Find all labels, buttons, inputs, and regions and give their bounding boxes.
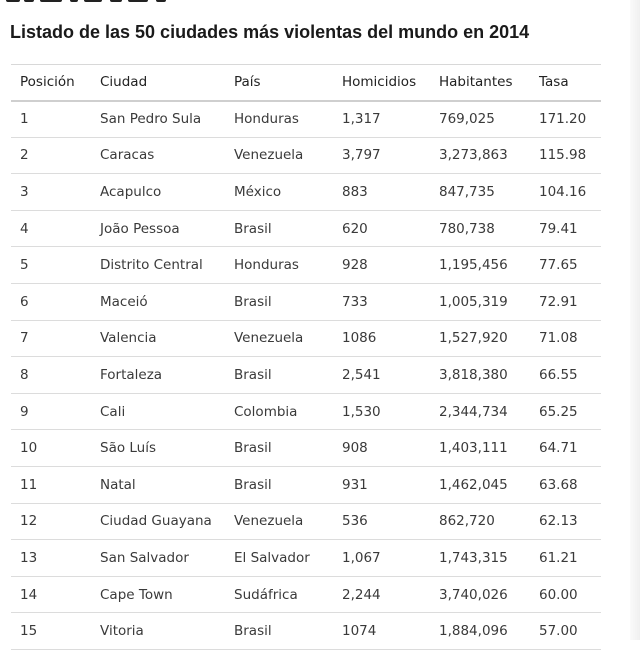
cell-homicides: 928: [342, 257, 368, 274]
cell-inhabitants: 1,743,315: [439, 549, 508, 566]
table-row: [11, 137, 601, 174]
cell-inhabitants: 3,740,026: [439, 586, 508, 603]
header-rate: Tasa: [530, 65, 601, 101]
cell-country: México: [234, 183, 282, 200]
cell-country: Brasil: [234, 366, 272, 383]
cell-homicides: 1,067: [342, 549, 381, 566]
table-row: [11, 283, 601, 320]
header-city: Ciudad: [91, 65, 225, 101]
cell-country: El Salvador: [234, 549, 310, 566]
cell-position: 14: [20, 586, 38, 603]
cell-homicides: 1,530: [342, 403, 381, 420]
cell-inhabitants: 847,735: [439, 183, 495, 200]
cell-city: Acapulco: [100, 183, 162, 200]
table-row: [11, 430, 601, 467]
cell-homicides: 1086: [342, 330, 377, 347]
table-row: [11, 466, 601, 503]
header-country: País: [225, 65, 333, 101]
cell-position: 7: [20, 330, 29, 347]
cell-city: Natal: [100, 476, 136, 493]
cell-city: João Pessoa: [100, 220, 180, 237]
cell-position: 10: [20, 440, 38, 457]
cell-inhabitants: 1,005,319: [439, 293, 508, 310]
cell-rate: 64.71: [539, 440, 578, 457]
cell-homicides: 620: [342, 220, 368, 237]
cell-inhabitants: 2,344,734: [439, 403, 508, 420]
cell-rate: 104.16: [539, 183, 587, 200]
cell-city: San Pedro Sula: [100, 111, 202, 128]
cell-city: Distrito Central: [100, 257, 203, 274]
cell-position: 3: [20, 183, 29, 200]
cell-inhabitants: 1,403,111: [439, 440, 508, 457]
cell-country: Venezuela: [234, 330, 304, 347]
cell-inhabitants: 1,462,045: [439, 476, 508, 493]
cell-city: Valencia: [100, 330, 157, 347]
header-position: Posición: [11, 65, 91, 101]
table-row: [11, 210, 601, 247]
cell-inhabitants: 1,195,456: [439, 257, 508, 274]
table-row: [11, 357, 601, 394]
cell-rate: 60.00: [539, 586, 578, 603]
cell-homicides: 3,797: [342, 147, 381, 164]
page-title: Listado de las 50 ciudades más violentas del mundo en 2014: [10, 22, 530, 42]
cell-country: Brasil: [234, 623, 272, 640]
cell-inhabitants: 1,527,920: [439, 330, 508, 347]
cell-position: 12: [20, 513, 38, 530]
cell-city: Caracas: [100, 147, 155, 164]
cell-position: 11: [20, 476, 38, 493]
cell-country: Brasil: [234, 220, 272, 237]
cell-rate: 61.21: [539, 549, 578, 566]
table-row: [11, 101, 601, 138]
cell-homicides: 536: [342, 513, 368, 530]
cell-position: 8: [20, 366, 29, 383]
header-row: [11, 65, 601, 101]
cell-country: Honduras: [234, 111, 299, 128]
table-row: [11, 576, 601, 613]
cell-inhabitants: 780,738: [439, 220, 495, 237]
cell-country: Brasil: [234, 440, 272, 457]
cell-inhabitants: 862,720: [439, 513, 495, 530]
cell-city: San Salvador: [100, 549, 189, 566]
cities-table-container: [11, 64, 601, 650]
cell-inhabitants: 3,273,863: [439, 147, 508, 164]
table-row: [11, 503, 601, 540]
cell-country: Colombia: [234, 403, 298, 420]
cell-rate: 62.13: [539, 513, 578, 530]
page-edge: [630, 0, 640, 640]
cell-homicides: 733: [342, 293, 368, 310]
cell-rate: 72.91: [539, 293, 578, 310]
cell-country: Venezuela: [234, 513, 304, 530]
header-inhabitants: Habitantes: [430, 65, 530, 101]
cell-rate: 57.00: [539, 623, 578, 640]
cell-city: Vitoria: [100, 623, 144, 640]
table-row: [11, 540, 601, 577]
cell-rate: 79.41: [539, 220, 578, 237]
cell-homicides: 931: [342, 476, 368, 493]
cell-country: Brasil: [234, 293, 272, 310]
cell-country: Brasil: [234, 476, 272, 493]
table-header: [11, 65, 601, 101]
cell-position: 1: [20, 111, 29, 128]
cell-position: 5: [20, 257, 29, 274]
cell-inhabitants: 3,818,380: [439, 366, 508, 383]
cell-country: Venezuela: [234, 147, 304, 164]
cell-country: Sudáfrica: [234, 586, 298, 603]
header-homicides: Homicidios: [333, 65, 430, 101]
cell-homicides: 1,317: [342, 111, 381, 128]
cell-position: 2: [20, 147, 29, 164]
cell-city: São Luís: [100, 440, 157, 457]
cell-rate: 65.25: [539, 403, 578, 420]
table-row: [11, 393, 601, 430]
cell-inhabitants: 769,025: [439, 111, 495, 128]
table-row: [11, 320, 601, 357]
cities-table: [11, 64, 601, 650]
cell-homicides: 2,541: [342, 366, 381, 383]
cell-city: Cali: [100, 403, 126, 420]
cell-city: Cape Town: [100, 586, 173, 603]
cell-rate: 66.55: [539, 366, 578, 383]
cell-rate: 171.20: [539, 111, 587, 128]
clipped-previous-text: [0, 0, 640, 6]
cell-position: 15: [20, 623, 38, 640]
cell-rate: 77.65: [539, 257, 578, 274]
cell-homicides: 2,244: [342, 586, 381, 603]
cell-city: Ciudad Guayana: [100, 513, 212, 530]
table-body: [11, 101, 601, 650]
cell-position: 13: [20, 549, 38, 566]
cell-rate: 63.68: [539, 476, 578, 493]
cell-inhabitants: 1,884,096: [439, 623, 508, 640]
cell-position: 9: [20, 403, 29, 420]
cell-position: 6: [20, 293, 29, 310]
cell-city: Maceió: [100, 293, 148, 310]
cell-city: Fortaleza: [100, 366, 163, 383]
cell-homicides: 1074: [342, 623, 377, 640]
table-row: [11, 174, 601, 211]
cell-rate: 115.98: [539, 147, 587, 164]
table-row: [11, 613, 601, 650]
cell-homicides: 883: [342, 183, 368, 200]
cell-country: Honduras: [234, 257, 299, 274]
cell-rate: 71.08: [539, 330, 578, 347]
cell-position: 4: [20, 220, 29, 237]
cell-homicides: 908: [342, 440, 368, 457]
table-row: [11, 247, 601, 284]
